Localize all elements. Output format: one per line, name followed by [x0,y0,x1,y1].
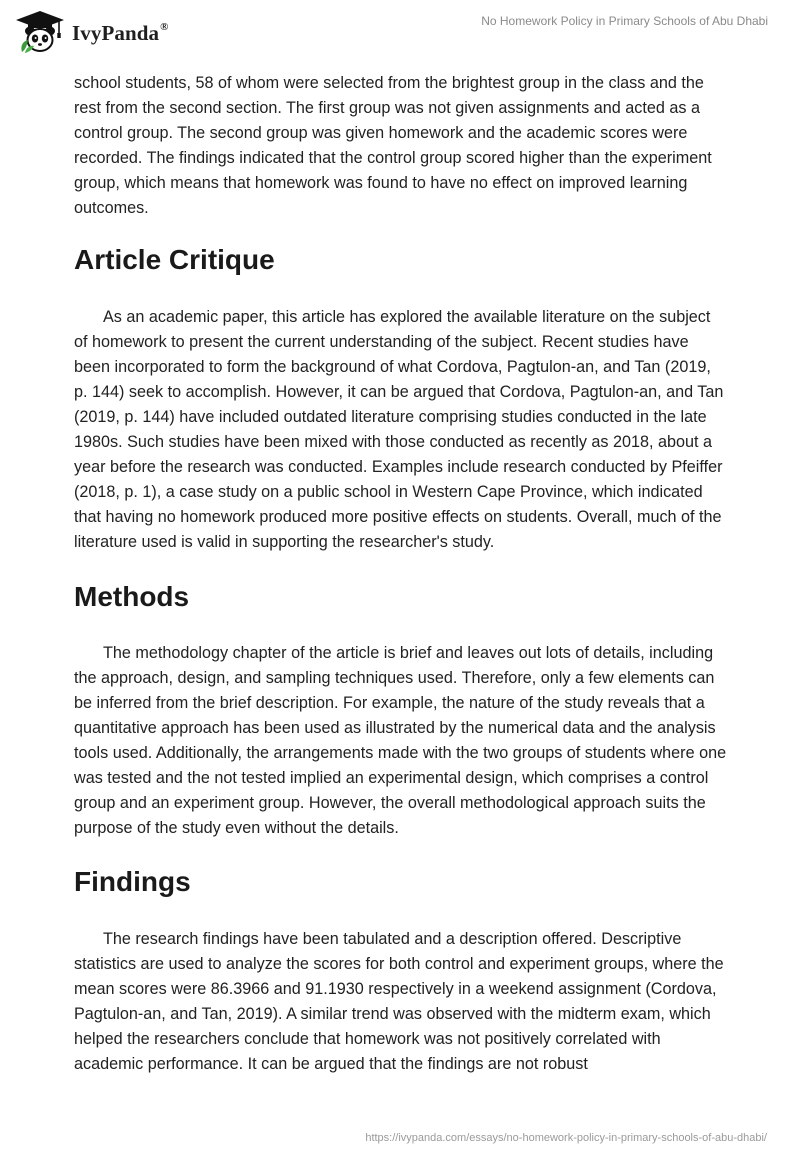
ivypanda-logo[interactable] [14,10,169,54]
source-url-link[interactable]: https://ivypanda.com/essays/no-homework-policy-in-primary-schools-of-abu-dhabi/ [365,1132,767,1144]
findings-paragraph: The research findings have been tabulated and a description offered. Descriptive statistics are used to analyze the scores for both control and experiment groups, where the mean scores were 86.3966 and 91.1930 respectively in a weekend assignment (Cordova, Pagtulon-an, and Tan, 2019). A similar trend was observed with the midterm exam, which helped the researchers conclude that homework was not positively correlated with academic performance. It can be argued that the findings are not robust [74,930,724,1073]
intro-paragraph: school students, 58 of whom were selected from the brightest group in the class and the rest from the second section. The first group was not given assignments and acted as a control group. The second group was given homework and the academic scores were recorded. The findings indicated that the control group scored higher than the experiment group, which means that homework was found to have no effect on improved learning outcomes. [74,74,712,217]
article-critique-paragraph: As an academic paper, this article has explored the available literature on the subject of homework to present the current understanding of the subject. Recent studies have been incorporated to form the background of what Cordova, Pagtulon-an, and Tan (2019, p. 144) seek to accomplish. However, it can be argued that Cordova, Pagtulon-an, and Tan (2019, p. 144) have included outdated literature comprising studies conducted in the late 1980s. Such studies have been mixed with those conducted as recently as 2018, about a year before the research was conducted. Examples include research conducted by Pfeiffer (2018, p. 1), a case study on a public school in Western Cape Province, which indicated that having no homework produced more positive effects on students. Overall, much of the literature used is valid in supporting the researcher's study. [74,308,724,551]
section-heading-article-critique: Article Critique [74,244,275,275]
methods-paragraph: The methodology chapter of the article is brief and leaves out lots of details, including the approach, design, and sampling techniques used. Therefore, only a few elements can be inferred from the brief description. For example, the nature of the study reveals that a quantitative approach has been used as illustrated by the numerical data and the analysis tools used. Additionally, the arrangements made with the two groups of students where one was tested and the not tested implied an experimental design, which comprises a control group and an experiment group. However, the overall methodological approach suits the purpose of the study even without the details. [74,644,727,837]
document-title: No Homework Policy in Primary Schools of Abu Dhabi [481,14,768,28]
registered-mark: ® [160,20,169,33]
section-heading-findings: Findings [74,866,191,897]
essay-content [74,71,728,1077]
section-heading-methods: Methods [74,581,190,612]
panda-graduate-icon [14,10,66,54]
logo-wordmark: IvyPanda® [72,20,169,45]
page-header [0,0,800,64]
